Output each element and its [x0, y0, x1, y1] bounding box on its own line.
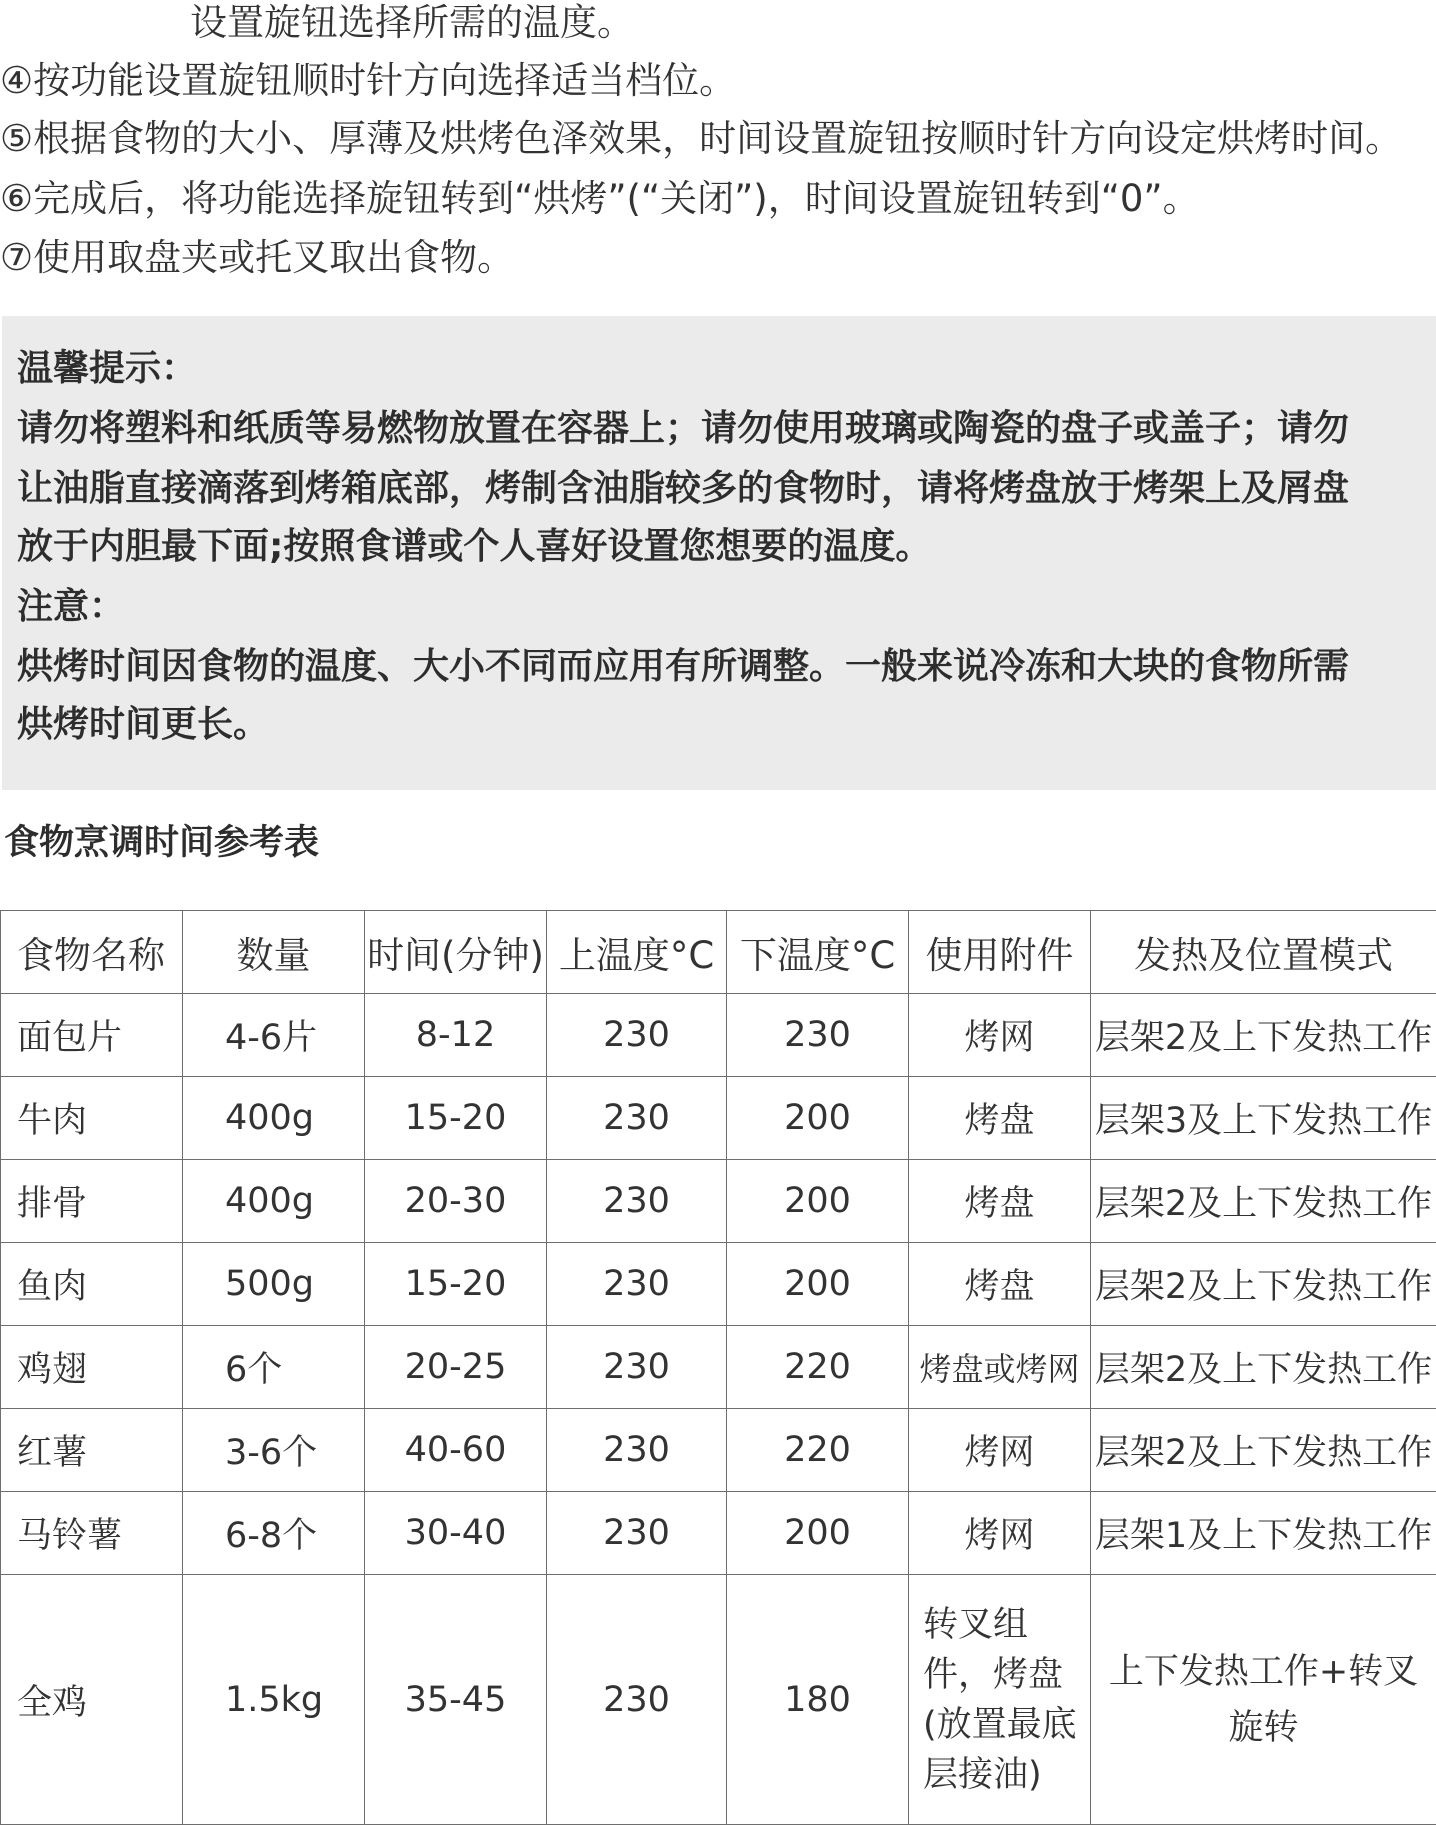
header-qty: 数量: [183, 911, 365, 994]
step-4: ④按功能设置旋钮顺时针方向选择适当档位。: [0, 58, 736, 104]
cell-lower-temp: 200: [727, 1492, 909, 1575]
cell-upper-temp: 230: [547, 994, 727, 1077]
table-row: [1, 1409, 1436, 1492]
cell-time: 40-60: [365, 1409, 547, 1492]
tips-line-1: 请勿将塑料和纸质等易燃物放置在容器上；请勿使用玻璃或陶瓷的盘子或盖子；请勿: [17, 406, 1349, 452]
cell-qty: 4-6片: [183, 994, 365, 1077]
cell-lower-temp: 220: [727, 1326, 909, 1409]
cell-qty: 400g: [183, 1160, 365, 1243]
cell-time: 20-25: [365, 1326, 547, 1409]
cell-name: 全鸡: [1, 1575, 183, 1825]
cell-time: 35-45: [365, 1575, 547, 1825]
cell-mode: 层架2及上下发热工作: [1091, 1243, 1436, 1326]
cell-qty: 400g: [183, 1077, 365, 1160]
header-accessory: 使用附件: [909, 911, 1091, 994]
table-header-row: [1, 911, 1436, 994]
cell-accessory: 转叉组件，烤盘(放置最底层接油): [909, 1575, 1091, 1825]
cell-lower-temp: 230: [727, 994, 909, 1077]
cell-upper-temp: 230: [547, 1575, 727, 1825]
header-mode: 发热及位置模式: [1091, 911, 1436, 994]
cell-qty: 500g: [183, 1243, 365, 1326]
cell-name: 排骨: [1, 1160, 183, 1243]
cell-qty: 3-6个: [183, 1409, 365, 1492]
cell-mode: 层架2及上下发热工作: [1091, 1160, 1436, 1243]
note-line-2: 烘烤时间更长。: [17, 702, 269, 748]
cell-qty: 1.5kg: [183, 1575, 365, 1825]
cooking-time-table: [0, 910, 1436, 1825]
cell-lower-temp: 200: [727, 1077, 909, 1160]
table-title: 食物烹调时间参考表: [4, 820, 319, 866]
cell-name: 面包片: [1, 994, 183, 1077]
cell-time: 8-12: [365, 994, 547, 1077]
table-row: [1, 1077, 1436, 1160]
cell-name: 马铃薯: [1, 1492, 183, 1575]
header-upper-temp: 上温度°C: [547, 911, 727, 994]
cell-qty: 6-8个: [183, 1492, 365, 1575]
cell-accessory: 烤盘: [909, 1160, 1091, 1243]
note-line-1: 烘烤时间因食物的温度、大小不同而应用有所调整。一般来说冷冻和大块的食物所需: [17, 644, 1349, 690]
cell-accessory: 烤网: [909, 1409, 1091, 1492]
table-row: [1, 994, 1436, 1077]
cell-upper-temp: 230: [547, 1243, 727, 1326]
cell-name: 红薯: [1, 1409, 183, 1492]
table-row: [1, 1575, 1436, 1825]
cell-mode: 层架3及上下发热工作: [1091, 1077, 1436, 1160]
cell-time: 30-40: [365, 1492, 547, 1575]
step-7: ⑦使用取盘夹或托叉取出食物。: [0, 235, 514, 281]
cell-lower-temp: 200: [727, 1243, 909, 1326]
cell-name: 牛肉: [1, 1077, 183, 1160]
table-row: [1, 1326, 1436, 1409]
cell-qty: 6个: [183, 1326, 365, 1409]
cell-lower-temp: 200: [727, 1160, 909, 1243]
step-6: ⑥完成后，将功能选择旋钮转到“烘烤”(“关闭”)，时间设置旋钮转到“0”。: [0, 176, 1200, 222]
cell-upper-temp: 230: [547, 1160, 727, 1243]
header-name: 食物名称: [1, 911, 183, 994]
note-heading: 注意：: [17, 584, 125, 630]
table-row: [1, 1492, 1436, 1575]
cell-accessory: 烤盘: [909, 1077, 1091, 1160]
header-time: 时间(分钟): [365, 911, 547, 994]
cell-lower-temp: 180: [727, 1575, 909, 1825]
cell-accessory: 烤盘: [909, 1243, 1091, 1326]
cell-upper-temp: 230: [547, 1409, 727, 1492]
cell-time: 15-20: [365, 1077, 547, 1160]
cell-upper-temp: 230: [547, 1492, 727, 1575]
tips-box: [2, 316, 1436, 790]
step-5: ⑤根据食物的大小、厚薄及烘烤色泽效果，时间设置旋钮按顺时针方向设定烘烤时间。: [0, 116, 1402, 162]
cell-mode: 层架2及上下发热工作: [1091, 994, 1436, 1077]
cell-mode: 层架1及上下发热工作: [1091, 1492, 1436, 1575]
cell-name: 鸡翅: [1, 1326, 183, 1409]
cell-time: 20-30: [365, 1160, 547, 1243]
cell-lower-temp: 220: [727, 1409, 909, 1492]
tips-line-2: 让油脂直接滴落到烤箱底部，烤制含油脂较多的食物时，请将烤盘放于烤架上及屑盘: [17, 466, 1349, 512]
cell-mode: 层架2及上下发热工作: [1091, 1326, 1436, 1409]
tips-line-3: 放于内胆最下面;按照食谱或个人喜好设置您想要的温度。: [17, 524, 931, 570]
table-row: [1, 1160, 1436, 1243]
step-3-cont: 设置旋钮选择所需的温度。: [190, 0, 634, 46]
cell-accessory: 烤网: [909, 994, 1091, 1077]
cell-time: 15-20: [365, 1243, 547, 1326]
cell-mode: 上下发热工作+转叉旋转: [1091, 1575, 1436, 1825]
cell-name: 鱼肉: [1, 1243, 183, 1326]
cell-upper-temp: 230: [547, 1077, 727, 1160]
table-row: [1, 1243, 1436, 1326]
cell-accessory: 烤网: [909, 1492, 1091, 1575]
cell-accessory: 烤盘或烤网: [909, 1326, 1091, 1409]
tips-heading: 温馨提示：: [17, 346, 197, 392]
header-lower-temp: 下温度°C: [727, 911, 909, 994]
cell-upper-temp: 230: [547, 1326, 727, 1409]
cell-mode: 层架2及上下发热工作: [1091, 1409, 1436, 1492]
